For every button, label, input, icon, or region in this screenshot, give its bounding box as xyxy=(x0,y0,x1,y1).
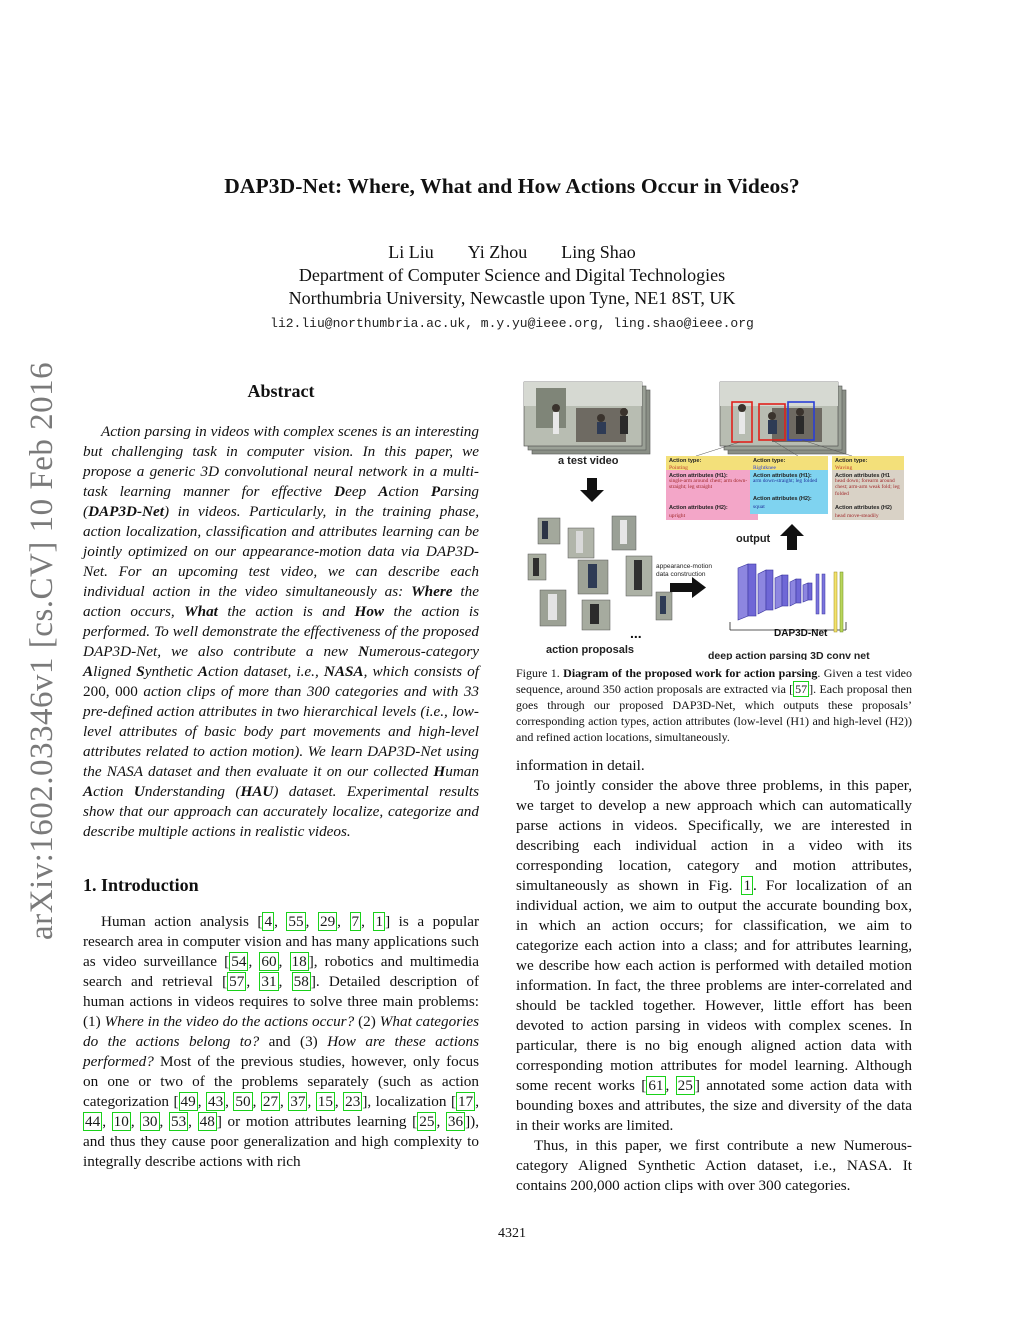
paper-title: DAP3D-Net: Where, What and How Actions Occur in Videos? xyxy=(224,174,800,198)
svg-text:Action attributes (H1):: Action attributes (H1): xyxy=(669,473,728,479)
conv-net-diagram xyxy=(730,564,846,632)
svg-text:Pointing: Pointing xyxy=(669,465,688,471)
attribute-box-rightknee: Action type: Rightknee Action attributes (H1): arm down-straight; leg folded Action attributes (H2): squat xyxy=(750,456,828,514)
right-column xyxy=(516,756,912,1196)
attribute-box-pointing: Action type: Pointing Action attributes (H1): single-arm around chest; arm down-straight; leg straight Action attributes (H2): upright xyxy=(666,456,758,520)
citation-link[interactable]: 36 xyxy=(447,1113,464,1130)
action-proposals-label: action proposals xyxy=(546,644,635,656)
citation-link[interactable]: 49 xyxy=(180,1093,196,1110)
citation-link[interactable]: 55 xyxy=(288,913,304,930)
svg-text:head move-steadily: head move-steadily xyxy=(835,513,879,519)
citation-link[interactable]: 48 xyxy=(199,1113,215,1130)
author-name: Li Liu xyxy=(388,242,434,262)
author-names xyxy=(0,241,1024,264)
citation-link[interactable]: 57 xyxy=(229,973,245,990)
figure-reference-link[interactable]: 1 xyxy=(743,877,752,894)
svg-text:squat: squat xyxy=(753,504,765,510)
citation-link[interactable]: 60 xyxy=(261,953,277,970)
svg-text:Action attributes (H2): Action attributes (H2) xyxy=(835,505,892,511)
dap3d-net-label: DAP3D-Net xyxy=(774,628,828,639)
abstract-heading: Abstract xyxy=(247,381,315,401)
author-block xyxy=(0,241,1024,310)
ellipsis-text: ... xyxy=(630,625,642,641)
citation-link[interactable]: 1 xyxy=(375,913,384,930)
citation-link[interactable]: 57 xyxy=(795,682,808,696)
figure-1-diagram xyxy=(516,378,916,660)
test-video-frames xyxy=(524,382,650,454)
introduction-heading: 1. Introduction xyxy=(83,875,199,895)
output-video-frames xyxy=(720,382,846,454)
citation-link[interactable]: 43 xyxy=(207,1093,224,1110)
action-proposal-crops xyxy=(528,516,672,630)
test-video-label: a test video xyxy=(558,455,619,467)
right-arrow-icon xyxy=(670,577,706,598)
citation-link[interactable]: 25 xyxy=(419,1113,435,1130)
citation-link[interactable]: 29 xyxy=(319,913,336,930)
author-name: Yi Zhou xyxy=(467,242,528,262)
citation-link[interactable]: 27 xyxy=(262,1093,279,1110)
citation-link[interactable]: 23 xyxy=(345,1093,361,1110)
author-name: Ling Shao xyxy=(561,242,636,262)
citation-link[interactable]: 25 xyxy=(677,1077,693,1094)
svg-text:Action type:: Action type: xyxy=(753,458,786,464)
citation-link[interactable]: 44 xyxy=(85,1113,101,1130)
citation-link[interactable]: 10 xyxy=(113,1113,129,1130)
body-paragraph: Thus, in this paper, we first contribute a new Numerous-category Aligned Synthetic Action dataset, i.e., NASA. It contains 200,000 action clips with over 300 categories. xyxy=(516,1137,912,1194)
data-construction-label: data construction xyxy=(656,571,706,578)
attribute-box-waving: Action type: Waving Action attributes (H1 head down; forearm around chest; arm-arm weak fold; leg folded Action attributes (H2) head move-steadily xyxy=(832,456,904,520)
body-paragraph: To jointly consider the above three problems, in this paper, we target to develop a new approach which can automatically parse actions in videos. Specifically, we are interested in describing each individual action in a video with its corresponding location, category and motion attributes, simultaneously as shown in Fig. 1 . For localization of an individual action, we aim to output the accurate bounding box, in which an action occurs; for classification, we aim to categorize each action into a class; and for attributes learning, we describe how each action is performed with detailed motion information. In fact, the three problems are inter-correlated and should be tackled together. However, little effort has been devoted to action parsing in videos with complex scenes. In particular, there is no big enough aligned action data with corresponding motion attributes for model learning. Although some recent works [ 61 , 25 ] annotated some action data with bounding boxes and attributes, the size and diversity of the data in their works are limited. xyxy=(516,777,912,1134)
citation-link[interactable]: 50 xyxy=(235,1093,251,1110)
appearance-motion-label: appearance-motion xyxy=(656,563,713,570)
svg-text:Action attributes (H1):: Action attributes (H1): xyxy=(753,473,812,479)
citation-link[interactable]: 53 xyxy=(170,1113,187,1130)
citation-link[interactable]: 54 xyxy=(231,953,247,970)
citation-link[interactable]: 61 xyxy=(648,1077,664,1094)
citation-link[interactable]: 30 xyxy=(142,1113,158,1130)
svg-text:Rightknee: Rightknee xyxy=(753,465,776,471)
arxiv-identifier: arXiv:1602.03346v1 [cs.CV] 10 Feb 2016 xyxy=(24,361,60,940)
svg-text:Action type:: Action type: xyxy=(669,458,702,464)
svg-text:Waving: Waving xyxy=(835,465,853,471)
citation-link[interactable]: 7 xyxy=(351,913,360,930)
svg-text:Action attributes (H2):: Action attributes (H2): xyxy=(669,505,728,511)
author-emails: li2.liu@northumbria.ac.uk, m.y.yu@ieee.org, ling.shao@ieee.org xyxy=(270,316,754,331)
affiliation-department: Department of Computer Science and Digital Technologies xyxy=(298,265,726,285)
down-arrow-icon xyxy=(580,478,604,502)
introduction-paragraph: Human action analysis [ 4 , 55 , 29 , 7 , 1 ] is a popular research area in computer vision and has many applications such as video surveillance [ 54 , 60 , 18 ], robotics and multimedia search and retrieval [ 57 , 31 , 58 ]. Detailed description of human actions in videos requires to solve three main problems: (1) Where in the video do the actions occur? (2) What categories do the actions belong to? and (3) How are these actions performed? Most of the previous studies, however, only focus on one or two of the problems separately (such as action categorization [ 49 , 43 , 50 , 27 , 37 , 15 , 23 ], localization [ 17 , 44 , 10 , 30 , 53 , 48 ] or motion attributes learning [ 25 , 36 ]), and thus they cause poor generalization and high complexity to integrally describe actions with rich xyxy=(83,913,480,1170)
deep-action-parsing-label: deep action parsing 3D conv net xyxy=(708,650,870,660)
svg-text:upright: upright xyxy=(669,513,686,519)
svg-text:Action attributes (H2):: Action attributes (H2): xyxy=(753,496,812,502)
abstract-text: Action parsing in videos with complex scenes is an interesting but challenging task in computer vision. In this paper, we propose a generic 3D convolutional neural network in a multi-task learning manner for effective Deep Action Parsing (DAP3D-Net) in videos. Particularly, in the training phase, action localization, classification and attributes learning can be jointly optimized on our appearance-motion data via DAP3D-Net. For an upcoming test video, we can describe each individual action in the video simultaneously as: Where the action occurs, What the action is and How the action is performed. To well demonstrate the effectiveness of the proposed DAP3D-Net, we also contribute a new Numerous-category Aligned Synthetic Action dataset, i.e., NASA, which consists of 200, 000 action clips of more than 300 categories and with 33 pre-defined action attributes in two hierarchical levels (i.e., low-level attributes of basic body part movements and high-level attributes related to action motion). We learn DAP3D-Net using the NASA dataset and then evaluate it on our collected Human Action Understanding (HAU) dataset. Experimental results show that our approach can accurately localize, categorize and describe multiple actions in realistic videos. xyxy=(83,423,480,840)
svg-text:Action attributes (H1: Action attributes (H1 xyxy=(835,473,891,479)
citation-link[interactable]: 37 xyxy=(290,1093,306,1110)
citation-link[interactable]: 58 xyxy=(293,973,309,990)
citation-link[interactable]: 18 xyxy=(291,953,307,970)
output-label: output xyxy=(736,533,771,545)
citation-link[interactable]: 15 xyxy=(317,1093,333,1110)
citation-link[interactable]: 4 xyxy=(264,913,273,930)
affiliation-university: Northumbria University, Newcastle upon Tyne, NE1 8ST, UK xyxy=(288,288,736,308)
figure-1-caption: Figure 1. Diagram of the proposed work for action parsing. Given a test video sequence, around 350 action proposals are extracted via [ 57 ]. Each proposal then goes through our proposed DAP3D-Net, which outputs these proposals’ corresponding action types, action attributes (low-level (H1) and high-level (H2)) and refined action locations, simultaneously. xyxy=(516,666,912,744)
citation-link[interactable]: 17 xyxy=(458,1093,474,1110)
citation-link[interactable]: 31 xyxy=(261,973,277,990)
page-number: 4321 xyxy=(498,1226,526,1241)
svg-text:Action type:: Action type: xyxy=(835,458,868,464)
left-column xyxy=(83,380,479,1172)
continued-paragraph: information in detail. xyxy=(516,757,645,774)
up-arrow-icon xyxy=(780,524,804,550)
figure-1-svg xyxy=(516,378,916,660)
